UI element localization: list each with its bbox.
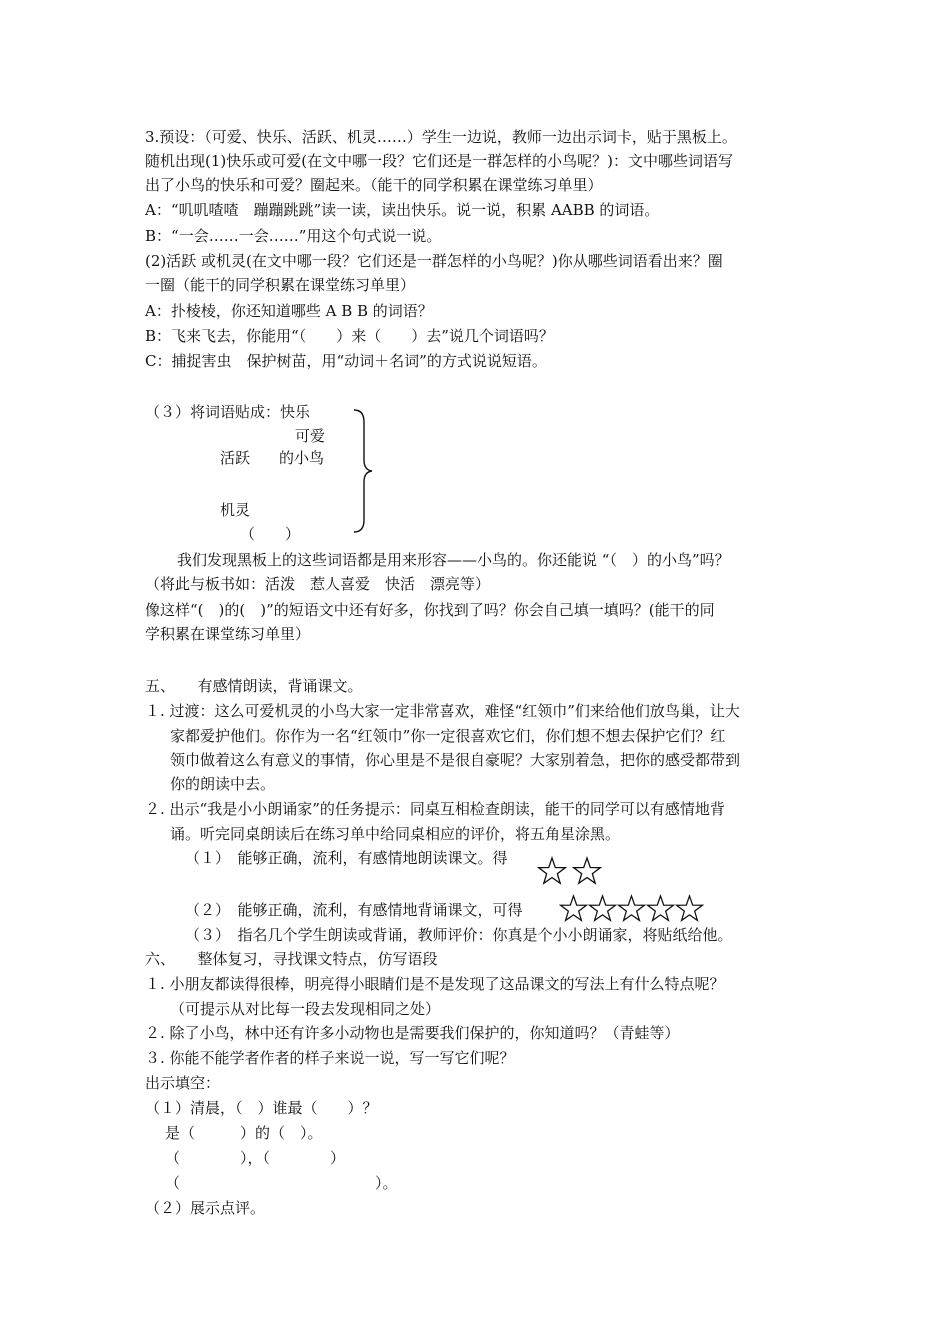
fill-blank-1: （１）清晨，（ ）谁最（ ）？	[145, 1099, 378, 1117]
board-blank: （ ）	[240, 525, 301, 543]
star-outline-icon	[537, 856, 567, 886]
fill-blank-4: （ ）。	[165, 1174, 398, 1192]
preset-line-1: 3.预设：（可爱、快乐、活跃、机灵……）学生一边说，教师一边出示词卡，贴于黑板上。	[145, 128, 737, 146]
board-word-de-xiaoniao: 的小鸟	[279, 449, 325, 467]
section5-item1-line4: 你的朗读中去。	[170, 775, 276, 793]
section5-item1-line2: 家都爱护他们。你作为一名“红领巾”你一定很喜欢它们，你们想不想去保护它们？红	[170, 727, 726, 745]
section6-item3: ３. 你能不能学者作者的样子来说一说，写一写它们呢？	[145, 1049, 515, 1067]
criterion-3: （３） 指名几个学生朗读或背诵，教师评价：你真是个小小朗诵家，将贴纸给他。	[185, 926, 733, 944]
fill-blank-title: 出示填空：	[145, 1074, 221, 1092]
fill-blank-5: （２）展示点评。	[145, 1199, 266, 1217]
criterion-2: （２） 能够正确，流利，有感情地背诵课文，可得	[185, 901, 523, 919]
preset-line-6: (2)活跃 或机灵(在文中哪一段？它们还是一群怎样的小鸟呢？)你从哪些词语看出来？圈	[145, 252, 723, 270]
section6-heading: 六、 整体复习，寻找课文特点，仿写语段	[145, 950, 438, 968]
board-word-keai: 可爱	[295, 427, 326, 445]
right-brace-icon	[352, 408, 374, 534]
board-word-huoyue: 活跃	[220, 449, 251, 467]
star-outline-icon	[675, 894, 704, 923]
fill-blank-2: 是（ ）的（ ）。	[165, 1124, 323, 1142]
para2-line-3: 像这样“( )的( )”的短语文中还有好多，你找到了吗？你会自己填一填吗？(能干的同	[145, 601, 715, 619]
preset-line-a: A：“叽叽喳喳 蹦蹦跳跳”读一读，读出快乐。说一说，积累 AABB 的词语。	[145, 201, 660, 219]
section6-item1-line2: （可提示从对比每一段去发现相同之处）	[170, 1000, 441, 1018]
star-outline-icon	[617, 894, 646, 923]
star-outline-icon	[588, 894, 617, 923]
criterion-1: （１） 能够正确，流利，有感情地朗读课文。得	[185, 849, 508, 867]
section6-item2: ２. 除了小鸟，林中还有许多小动物也是需要我们保护的，你知道吗？（青蛙等）	[145, 1024, 680, 1042]
preset-line-3: 出了小鸟的快乐和可爱？圈起来。（能干的同学积累在课堂练习单里）	[145, 176, 603, 194]
preset-line-c2: C：捕捉害虫 保护树苗，用“动词＋名词”的方式说说短语。	[145, 352, 547, 370]
section6-item1-line1: １. 小朋友都读得很棒，明亮得小眼睛们是不是发现了这品课文的写法上有什么特点呢？	[145, 975, 725, 993]
board-intro: （３）将词语贴成：快乐	[145, 403, 311, 421]
preset-line-2: 随机出现(1)快乐或可爱(在文中哪一段？它们还是一群怎样的小鸟呢？)：文中哪些词语写	[145, 152, 733, 170]
section5-item1-line3: 领巾做着这么有意义的事情，你心里是不是很自豪呢？大家别着急，把你的感受都带到	[170, 751, 741, 769]
star-outline-icon	[646, 894, 675, 923]
star-outline-icon	[559, 894, 588, 923]
para2-line-2: （将此与板书如：活泼 惹人喜爱 快活 漂亮等）	[145, 575, 491, 593]
fill-blank-3: （ ），（ ）	[165, 1149, 346, 1167]
board-word-jiling: 机灵	[220, 501, 251, 519]
para2-line-4: 学积累在课堂练习单里）	[145, 625, 311, 643]
section5-item1-line1: １. 过渡：这么可爱机灵的小鸟大家一定非常喜欢，难怪“红领巾”们来给他们放鸟巢，让大	[145, 702, 740, 720]
star-outline-icon	[572, 856, 602, 886]
preset-line-b: B：“一会……一会……”用这个句式说一说。	[145, 227, 442, 245]
para2-line-1: 我们发现黑板上的这些词语都是用来形容——小鸟的。你还能说 “（ ）的小鸟”吗？	[177, 551, 730, 569]
section5-item2-line1: ２. 出示“我是小小朗诵家”的任务提示：同桌互相检查朗读，能干的同学可以有感情地背	[145, 800, 725, 818]
preset-line-7: 一圈（能干的同学积累在课堂练习单里）	[145, 276, 416, 294]
preset-line-b2: B：飞来飞去，你能用“（ ）来（ ）去”说几个词语吗？	[145, 327, 554, 345]
section5-item2-line2: 诵。听完同桌朗读后在练习单中给同桌相应的评价，将五角星涂黑。	[170, 825, 621, 843]
section5-heading: 五、 有感情朗读，背诵课文。	[145, 677, 363, 695]
preset-line-a2: A：扑棱棱，你还知道哪些 A B B 的词语？	[145, 302, 433, 320]
